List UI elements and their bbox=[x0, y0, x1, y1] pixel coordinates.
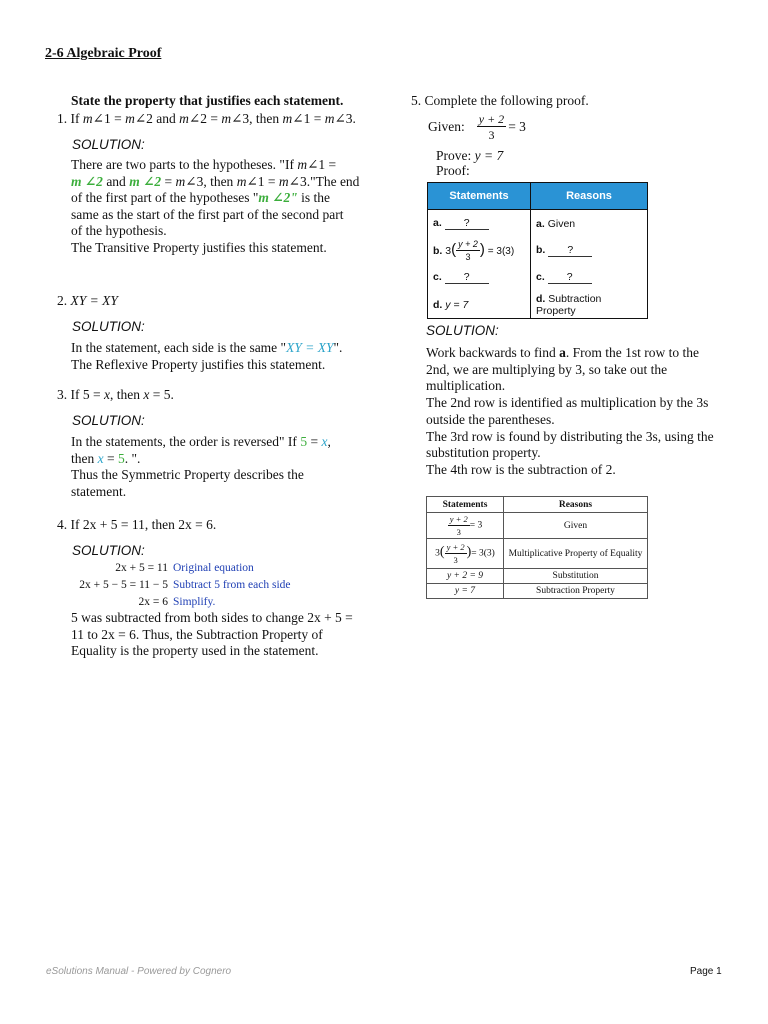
solution-5-text: Work backwards to find a. From the 1st row to the 2nd, we are multiplying by 3, so take out the multiplication. The 2nd row is identified as multiplication by the 3s outside the parentheses. The 3rd row is found by distributing the 3s, using the substitution property. The 4th row is the subtraction of 2. bbox=[426, 345, 714, 477]
solution-2-text: In the statement, each side is the same "XY = XY". The Reflexive Property justifies this statement. bbox=[71, 340, 343, 372]
proof-table bbox=[427, 182, 648, 319]
solution-label: SOLUTION: bbox=[72, 319, 145, 334]
table-header: Reasons bbox=[504, 497, 648, 513]
table-header: Statements bbox=[427, 497, 504, 513]
question-4: 4. If 2x + 5 = 11, then 2x = 6. bbox=[57, 517, 217, 532]
solution-4-steps: 2x + 5 = 11 Original equation 2x + 5 − 5 = 11 − 5 Subtract 5 from each side 2x = 6 Simplify. bbox=[79, 562, 291, 608]
table-row: y + 2 = 9 Substitution bbox=[427, 569, 648, 584]
table-row: 3( $\frac{y + 2}{3}$ )= 3(3) Multiplicative Property of Equality bbox=[427, 539, 648, 569]
question-2: 2. XY = XY bbox=[57, 293, 118, 308]
solution-label: SOLUTION: bbox=[72, 543, 145, 558]
question-number: 2. bbox=[57, 293, 68, 308]
question-number: 5. bbox=[411, 93, 422, 108]
page-number: Page 1 bbox=[690, 966, 722, 977]
footer-credit: eSolutions Manual - Powered by Cognero bbox=[46, 966, 232, 977]
question-number: 4. bbox=[57, 517, 68, 532]
question-1: 1. If m∠1 = m∠2 and m∠2 = m∠3, then m∠1 = m∠3. bbox=[57, 111, 356, 126]
table-row: d. y = 7 d. Subtraction Property bbox=[428, 291, 648, 319]
prove-line: Prove: y = 7 bbox=[436, 148, 504, 163]
answer-table bbox=[426, 496, 648, 599]
table-row: a. ? a. Given bbox=[428, 210, 648, 238]
solution-1-text: There are two parts to the hypotheses. "If m∠1 = m ∠2 and m ∠2 = m∠3, then m∠1 = m∠3."The end of the first part of the hypotheses "m ∠2" is the same as the start of the first part of the second part of the hypothesis. The Transitive Property justifies this statement. bbox=[71, 157, 360, 255]
solution-3-text: In the statements, the order is reversed" If 5 = x, then x = 5. ". Thus the Symmetric Property describes the statement. bbox=[71, 434, 331, 499]
solution-label: SOLUTION: bbox=[72, 137, 145, 152]
question-number: 3. bbox=[57, 387, 68, 402]
table-row: c. ? c. ? bbox=[428, 264, 648, 291]
table-row: y = 7 Subtraction Property bbox=[427, 584, 648, 599]
question-3: 3. If 5 = x, then x = 5. bbox=[57, 387, 174, 402]
table-row: $\frac{y + 2}{3}$ = 3 Given bbox=[427, 513, 648, 539]
table-header: Statements bbox=[428, 183, 531, 210]
table-row: b. 3( $\frac{y + 2}{3}$ ) = 3(3) b. ? bbox=[428, 237, 648, 264]
question-number: 1. bbox=[57, 111, 68, 126]
question-5: 5. Complete the following proof. bbox=[411, 93, 589, 108]
page-title: 2-6 Algebraic Proof bbox=[45, 46, 162, 61]
solution-label: SOLUTION: bbox=[72, 413, 145, 428]
proof-label: Proof: bbox=[436, 163, 470, 178]
solution-4-text: 5 was subtracted from both sides to change 2x + 5 = 11 to 2x = 6. Thus, the Subtraction Property of Equality is the property used in the statement. bbox=[71, 610, 353, 658]
solution-label: SOLUTION: bbox=[426, 323, 499, 338]
table-header: Reasons bbox=[531, 183, 648, 210]
given-line: Given: $\frac{y + 2}{3}$ = 3 bbox=[428, 112, 526, 142]
instructions: State the property that justifies each statement. bbox=[71, 93, 344, 108]
